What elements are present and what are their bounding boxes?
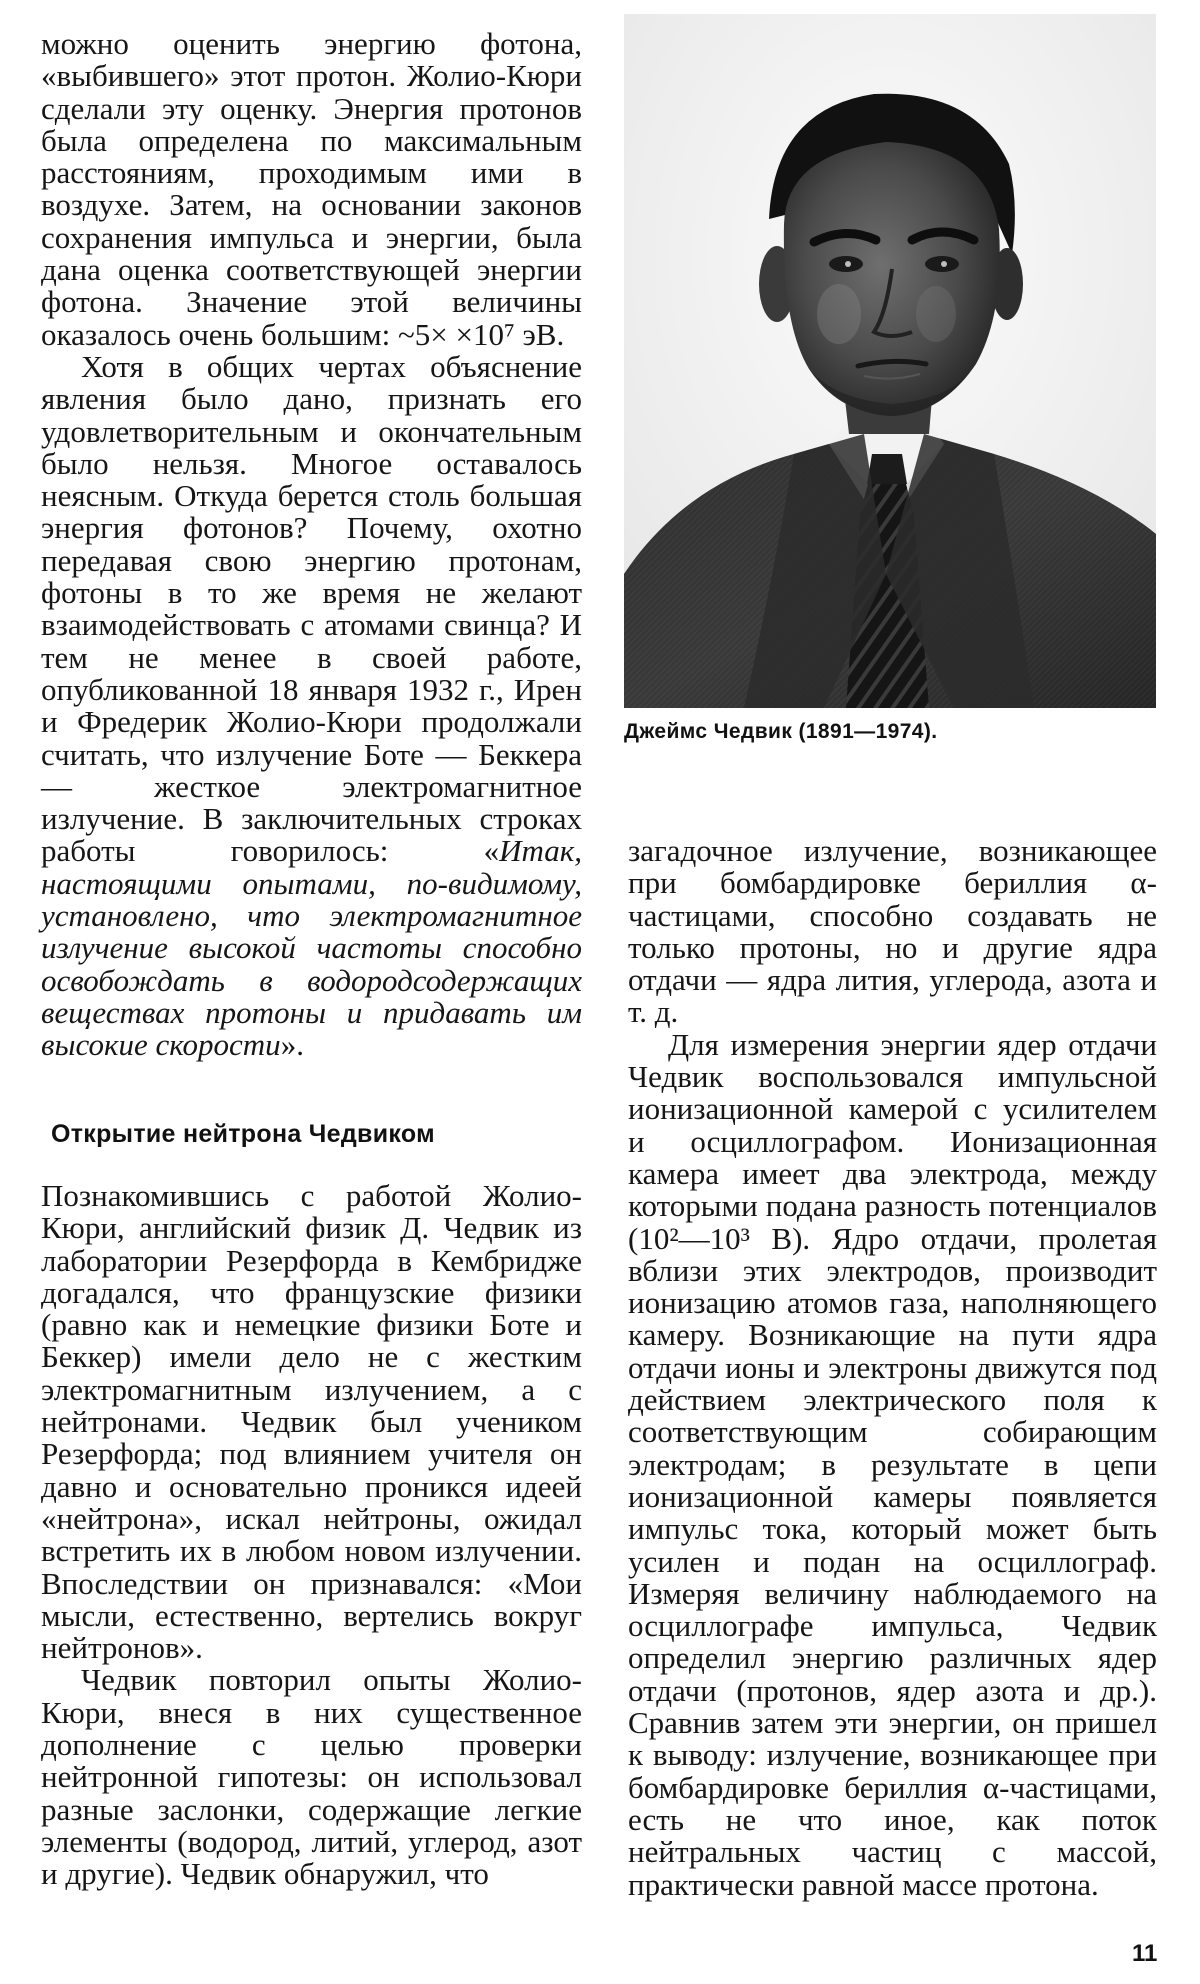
page-number: 11 (1132, 1940, 1158, 1967)
paragraph-chadwick-experiments: Чедвик повторил опыты Жолио-Кюри, внеся в них существенное дополнение с целью проверки нейтронной гипотезы: он использовал разные заслонки, содержащие легкие элементы (водород, литий, углерод, азот и другие). Чедвик обнаружил, что (41, 1662, 582, 1892)
section-heading: Открытие нейтрона Чедвиком (51, 1120, 435, 1148)
left-column-text (41, 28, 582, 1062)
joliot-curie-quote: Итак, настоящими опытами, по-видимому, установлено, что электромагнитное излучение высокой частоты способно освобождать в водородсодержащих веществах протоны и придавать им высокие скорости (41, 833, 582, 1063)
paragraph-explanation (41, 348, 582, 1063)
paragraph-photon-energy: можно оценить энергию фотона, «выбившего» этот протон. Жолио-Кюри сделали эту оценку. Энергия протонов была определена по максимальным расстояниям, проходимым ими в воздухе. Затем, на основании законов сохранения импульса и энергии, была дана оценка соответствующей энергии фотона. Значение этой величины оказалось очень большим: ~5× ×10⁷ эВ. (41, 26, 582, 352)
chadwick-portrait (624, 14, 1156, 708)
photo-caption: Джеймс Чедвик (1891—1974). (624, 720, 938, 743)
section-body (41, 1180, 582, 1891)
paragraph-explanation-text: Хотя в общих чертах объяснение явления было дано, признать его удовлетворительным и окончательным было нельзя. Многое оставалось неясным. Откуда берется столь большая энергия фотонов? Почему, охотно передавая свою энергию протонам, фотоны в то же время не желают взаимодействовать с атомами свинца? И тем не менее в своей работе, опубликованной 18 января 1932 г., Ирен и Фредерик Жолио-Кюри продолжали считать, что излучение Боте — Беккера — жесткое электромагнитное излучение. В заключительных строках работы говорилось: « (41, 348, 582, 869)
paragraph-ionization-chamber: Для измерения энергии ядер отдачи Чедвик воспользовался импульсной ионизационной камерой с усилителем и осциллографом. Ионизационная камера имеет два электрода, между которыми подана разность потенциалов (10²—10³ В). Ядро отдачи, пролетая вблизи этих электродов, производит ионизацию атомов газа, наполняющего камеру. Возникающие на пути ядра отдачи ионы и электроны движутся под действием электрического поля к соответствующим собирающим электродам; в результате в цепи ионизационной камеры появляется импульс тока, который может быть усилен и подан на осциллограф. Измеряя величину наблюдаемого на осциллографе импульса, Чедвик определил энергию различных ядер отдачи (протонов, ядер азота и др.). Сравнив затем эти энергии, он пришел к выводу: излучение, возникающее при бомбардировке бериллия α-частицами, есть не что иное, как поток нейтральных частиц с массой, практически равной массе протона. (628, 1026, 1157, 1902)
quote-closing: ». (280, 1027, 304, 1063)
paragraph-recoil-nuclei: загадочное излучение, возникающее при бомбардировке бериллия α-частицами, способно создавать не только протоны, но и другие ядра отдачи — ядра лития, углерода, азота и т. д. (628, 833, 1157, 1030)
paragraph-chadwick-intro: Познакомившись с работой Жолио-Кюри, английский физик Д. Чедвик из лаборатории Резерфорда в Кембридже догадался, что французские физики (равно как и немецкие физики Боте и Беккер) имели дело не с жестким электромагнитным излучением, а с нейтронами. Чедвик был учеником Резерфорда; под влиянием учителя он давно и основательно проникся идеей «нейтрона», искал нейтроны, ожидал встретить их в любом новом излучении. Впоследствии он признавался: «Мои мысли, естественно, вертелись вокруг нейтронов». (41, 1178, 582, 1666)
portrait-illustration (624, 14, 1156, 708)
right-column-text (628, 835, 1157, 1901)
